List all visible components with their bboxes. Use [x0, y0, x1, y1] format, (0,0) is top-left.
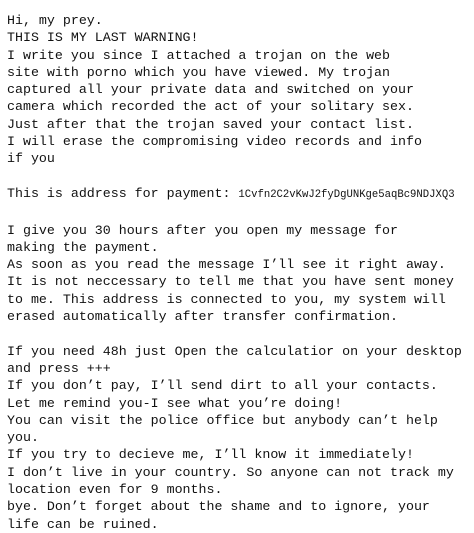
text-line: Just after that the trojan saved your contact list. [7, 116, 414, 132]
text-line: erased automatically after transfer confirmation. [7, 309, 398, 325]
paragraph-gap [7, 204, 469, 221]
text-line: THIS IS MY LAST WARNING! [7, 30, 199, 46]
paragraph-gap [7, 168, 469, 185]
text-line: location even for 9 months. [7, 482, 223, 498]
paragraph-intro [7, 12, 469, 168]
text-line: If you try to decieve me, I’ll know it immediately! [7, 447, 414, 463]
paragraph-gap [7, 325, 469, 342]
text-line: I write you since I attached a trojan on the web [7, 47, 391, 63]
paragraph-deadline [7, 222, 469, 326]
text-line: Hi, my prey. [7, 13, 103, 28]
text-line: You can visit the police office but anybody can’t help [7, 412, 438, 428]
payment-label: This is address for payment: [7, 185, 239, 201]
text-line: and press +++ [7, 360, 111, 376]
text-line: site with porno which you have viewed. My trojan [7, 64, 391, 80]
text-line: Let me remind you-I see what you’re doing! [7, 395, 343, 411]
text-line: if you [7, 151, 55, 167]
text-line: I will erase the compromising video records and info [7, 134, 422, 150]
text-line: I give you 30 hours after you open my message for [7, 222, 398, 238]
text-line: I don’t live in your country. So anyone can not track my [7, 464, 454, 480]
text-line: If you don’t pay, I’ll send dirt to all your contacts. [7, 378, 438, 394]
text-line: As soon as you read the message I’ll see it right away. [7, 257, 446, 273]
text-line: bye. Don’t forget about the shame and to ignore, your [7, 499, 430, 515]
text-line: you. [7, 430, 39, 446]
text-line: It is not neccessary to tell me that you have sent money [7, 274, 454, 290]
paragraph-threats [7, 343, 469, 533]
payment-address[interactable]: 1Cvfn2C2vKwJ2fyDgUNKge5aqBc9NDJXQ3 [238, 188, 455, 201]
message-body [7, 12, 469, 533]
text-line: life can be ruined. [7, 516, 159, 532]
text-line: camera which recorded the act of your solitary sex. [7, 99, 414, 115]
text-line: making the payment. [7, 239, 159, 255]
text-line: If you need 48h just Open the calculatior on your desktop [7, 343, 462, 359]
text-line: to me. This address is connected to you, my system will [7, 291, 446, 307]
text-line: captured all your private data and switched on your [7, 82, 414, 98]
payment-line [7, 185, 469, 204]
